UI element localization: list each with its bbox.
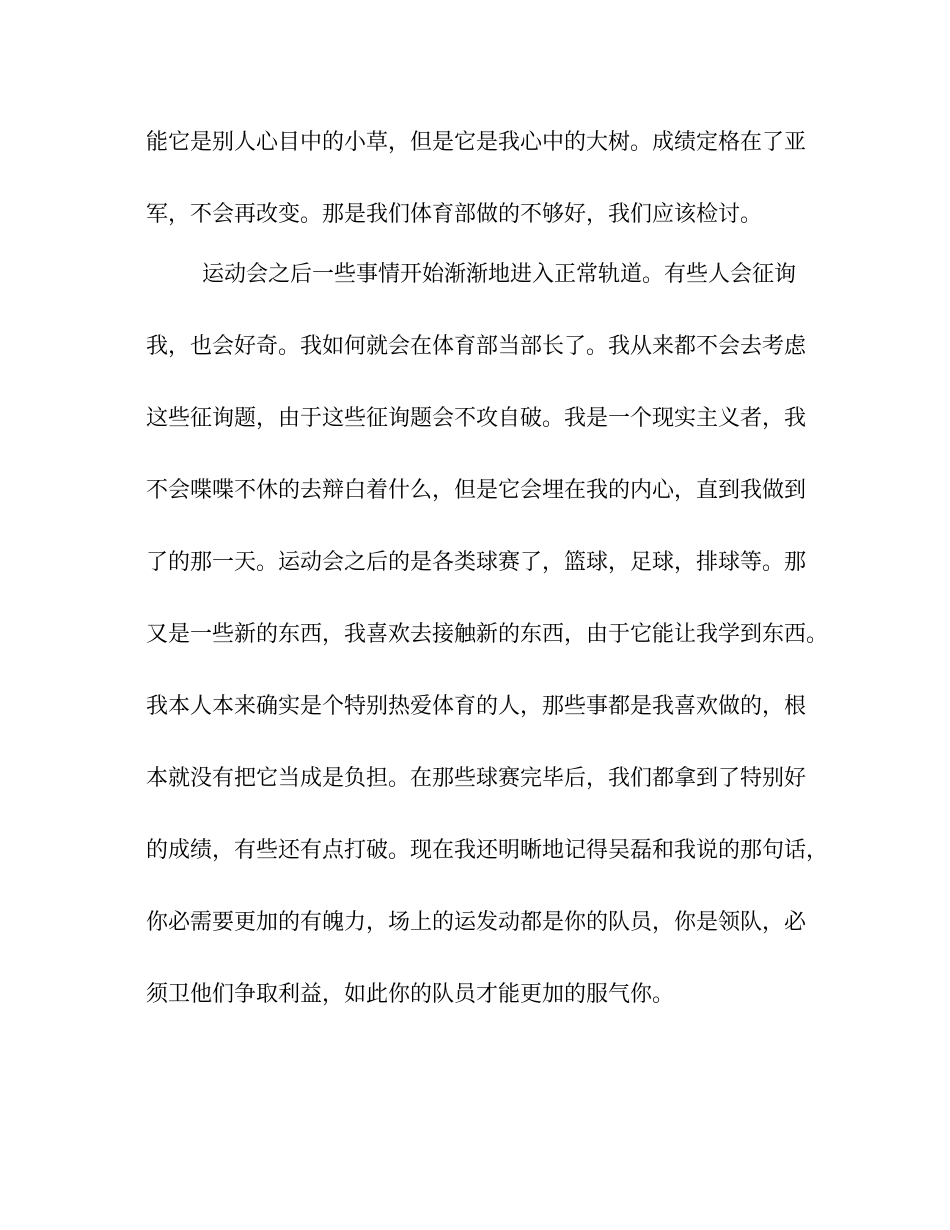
text-line: 须卫他们争取利益，如此你的队员才能更加的服气你。 — [146, 982, 675, 1007]
text-line: 你必需要更加的有魄力，场上的运发动都是你的队员，你是领队，必 — [146, 910, 807, 935]
paragraph-start-line: 运动会之后一些事情开始渐渐地进入正常轨道。有些人会征询 — [202, 262, 797, 287]
text-line: 又是一些新的东西，我喜欢去接触新的东西，由于它能让我学到东西。 — [146, 622, 829, 647]
text-line: 的成绩，有些还有点打破。现在我还明晰地记得吴磊和我说的那句话， — [146, 838, 829, 863]
body-text — [146, 121, 829, 1045]
text-line: 我本人本来确实是个特别热爱体育的人，那些事都是我喜欢做的，根 — [146, 694, 807, 719]
text-line: 了的那一天。运动会之后的是各类球赛了，篮球，足球，排球等。那 — [146, 550, 807, 575]
text-line: 这些征询题，由于这些征询题会不攻自破。我是一个现实主义者，我 — [146, 406, 807, 431]
text-line: 本就没有把它当成是负担。在那些球赛完毕后，我们都拿到了特别好 — [146, 766, 807, 791]
text-line: 我，也会好奇。我如何就会在体育部当部长了。我从来都不会去考虑 — [146, 334, 807, 359]
text-line: 能它是别人心目中的小草，但是它是我心中的大树。成绩定格在了亚 — [146, 130, 807, 155]
text-line: 军，不会再改变。那是我们体育部做的不够好，我们应该检讨。 — [146, 202, 763, 227]
text-line: 不会喋喋不休的去辩白着什么，但是它会埋在我的内心，直到我做到 — [146, 478, 807, 503]
